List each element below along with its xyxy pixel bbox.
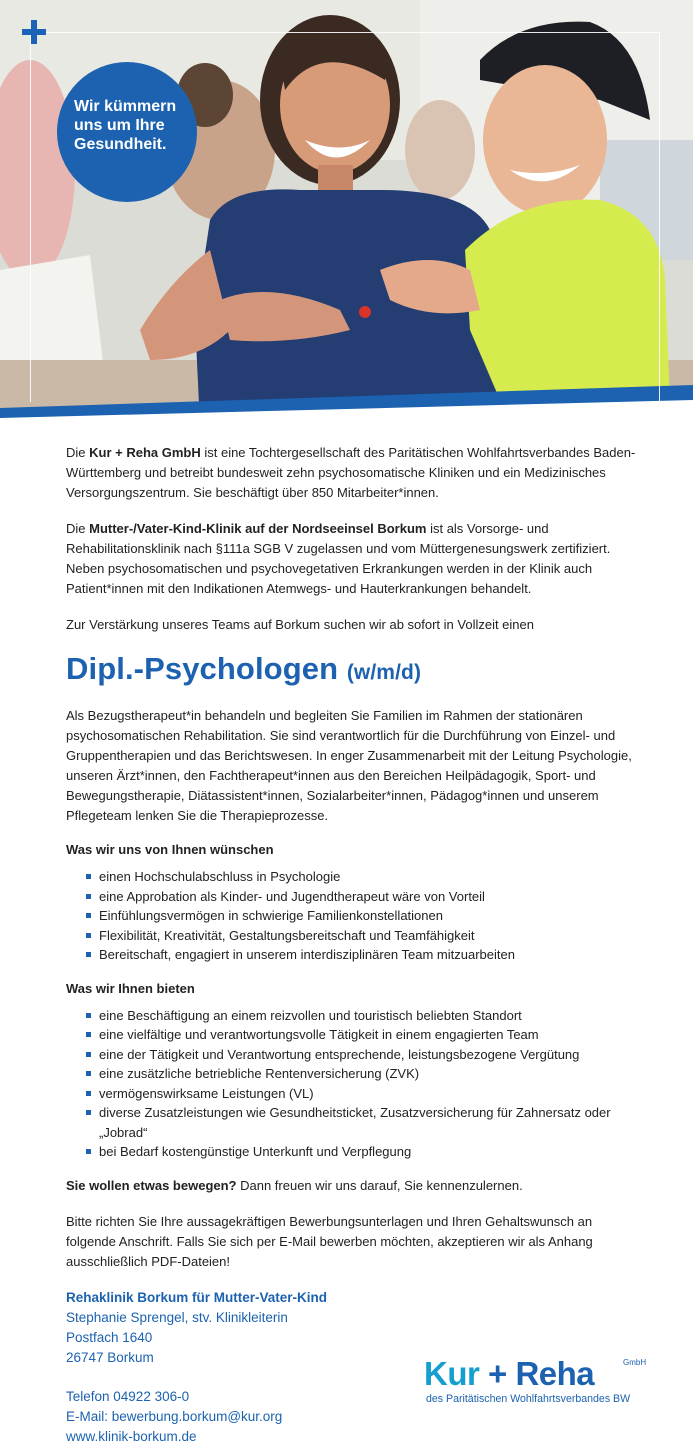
wishes-heading: Was wir uns von Ihnen wünschen <box>66 842 274 857</box>
contact-person: Stephanie Sprengel, stv. Klinikleiterin <box>66 1309 288 1325</box>
slogan-badge <box>57 62 197 202</box>
contact-postbox: Postfach 1640 <box>66 1329 153 1345</box>
cta-text: Dann freuen wir uns darauf, Sie kennenzulernen. <box>236 1177 523 1193</box>
contact-email[interactable]: E-Mail: bewerbung.borkum@kur.org <box>66 1408 283 1424</box>
list-item: eine Approbation als Kinder- und Jugendtherapeut wäre von Vorteil <box>86 887 636 907</box>
list-item: Bereitschaft, engagiert in unserem interdisziplinären Team mitzuarbeiten <box>86 945 636 965</box>
logo-gmbh: GmbH <box>623 1358 647 1367</box>
wishes-list <box>66 867 636 965</box>
job-title-gender: (w/m/d) <box>346 661 422 684</box>
company-name: Kur + Reha GmbH <box>89 445 201 460</box>
text-segment: Die <box>66 521 90 536</box>
intro-paragraph-1 <box>66 443 636 503</box>
list-item: eine vielfältige und verantwortungsvolle Tätigkeit in einem engagierten Team <box>86 1025 636 1045</box>
contact-website[interactable]: www.klinik-borkum.de <box>66 1428 197 1444</box>
text-segment: ist eine Tochtergesellschaft des Paritätischen Wohlfahrtsverbandes Baden-Württemberg und betreibt bundesweit zehn psychosomatische Kliniken und ein Medizinisches Versorgungszentrum. Sie beschäftigt über 850 Mitarbeiter*innen. <box>66 445 636 500</box>
list-item: eine der Tätigkeit und Verantwortung entsprechende, leistungsbezogene Vergütung <box>86 1045 636 1065</box>
logo-kur: Kur <box>424 1355 480 1392</box>
plus-logo-icon <box>22 20 46 44</box>
list-item: eine zusätzliche betriebliche Rentenversicherung (ZVK) <box>86 1064 636 1084</box>
list-item: Einfühlungsvermögen in schwierige Familienkonstellationen <box>86 906 636 926</box>
list-item: bei Bedarf kostengünstige Unterkunft und Verpflegung <box>86 1142 636 1162</box>
hero-photo <box>0 0 693 425</box>
logo-tagline: des Paritätischen Wohlfahrtsverbandes BW <box>426 1393 631 1405</box>
job-ad-content <box>66 443 636 1446</box>
contact-org: Rehaklinik Borkum für Mutter-Vater-Kind <box>66 1289 328 1305</box>
logo-reha: Reha <box>515 1355 595 1392</box>
contact-city: 26747 Borkum <box>66 1349 154 1365</box>
list-item: einen Hochschulabschluss in Psychologie <box>86 867 636 887</box>
clinic-name: Mutter-/Vater-Kind-Klinik auf der Nordseeinsel Borkum <box>89 521 427 536</box>
job-description: Als Bezugstherapeut*in behandeln und begleiten Sie Familien im Rahmen der stationären psychosomatischen Rehabilitation. Sie sind verantwortlich für die Durchführung von Einzel- und Gruppentherapien und das Berichtswesen. In enger Zusammenarbeit mit der Leitung Psychologie, unseren Ärzt*innen, den Fachtherapeut*innen aus den Bereichen Heilpädagogik, Sport- und Bewegungstherapie, Diätassistent*innen, Sozialarbeiter*innen, Pädagog*innen und unserem Pflegeteam lenken Sie die Therapieprozesse. <box>66 708 632 823</box>
list-item: vermögenswirksame Leistungen (VL) <box>86 1084 636 1104</box>
offers-heading: Was wir Ihnen bieten <box>66 980 195 996</box>
logo-plus: + <box>488 1355 507 1392</box>
list-item: diverse Zusatzleistungen wie Gesundheitsticket, Zusatzversicherung für Zahnersatz oder „Jobrad“ <box>86 1103 636 1142</box>
kur-reha-logo <box>424 1356 664 1408</box>
list-item: eine Beschäftigung an einem reizvollen und touristisch beliebten Standort <box>86 1006 636 1026</box>
logo-wordmark <box>424 1356 594 1392</box>
contact-phone[interactable]: Telefon 04922 306-0 <box>66 1388 190 1404</box>
call-to-action <box>66 1176 636 1196</box>
job-title-text: Dipl.-Psychologen <box>66 651 339 686</box>
offers-list <box>66 1006 636 1162</box>
text-segment: ist als Vorsorge- und Rehabilitationsklinik nach §111a SGB V zugelassen und vom Müttergenesungswerk zertifiziert. Neben psychosomatischen und psychovegetativen Erkrankungen werden in der Klinik auch Patient*innen mit den Indikationen Atemwegs- und Hauterkrankungen behandelt. <box>66 521 611 596</box>
slogan-text: Wir kümmern uns um Ihre Gesundheit. <box>74 98 177 153</box>
application-instructions: Bitte richten Sie Ihre aussagekräftigen Bewerbungsunterlagen und Ihren Gehaltswunsch an folgende Anschrift. Falls Sie sich per E-Mail bewerben möchten, akzeptieren wir als Anhang ausschließlich PDF-Dateien! <box>66 1213 593 1269</box>
intro-paragraph-3: Zur Verstärkung unseres Teams auf Borkum suchen wir ab sofort in Vollzeit einen <box>66 617 534 632</box>
text-segment: Die <box>66 445 90 460</box>
list-item: Flexibilität, Kreativität, Gestaltungsbereitschaft und Teamfähigkeit <box>86 926 636 946</box>
cta-bold: Sie wollen etwas bewegen? <box>66 1177 237 1193</box>
intro-paragraph-2 <box>66 519 636 599</box>
job-title <box>66 650 636 692</box>
